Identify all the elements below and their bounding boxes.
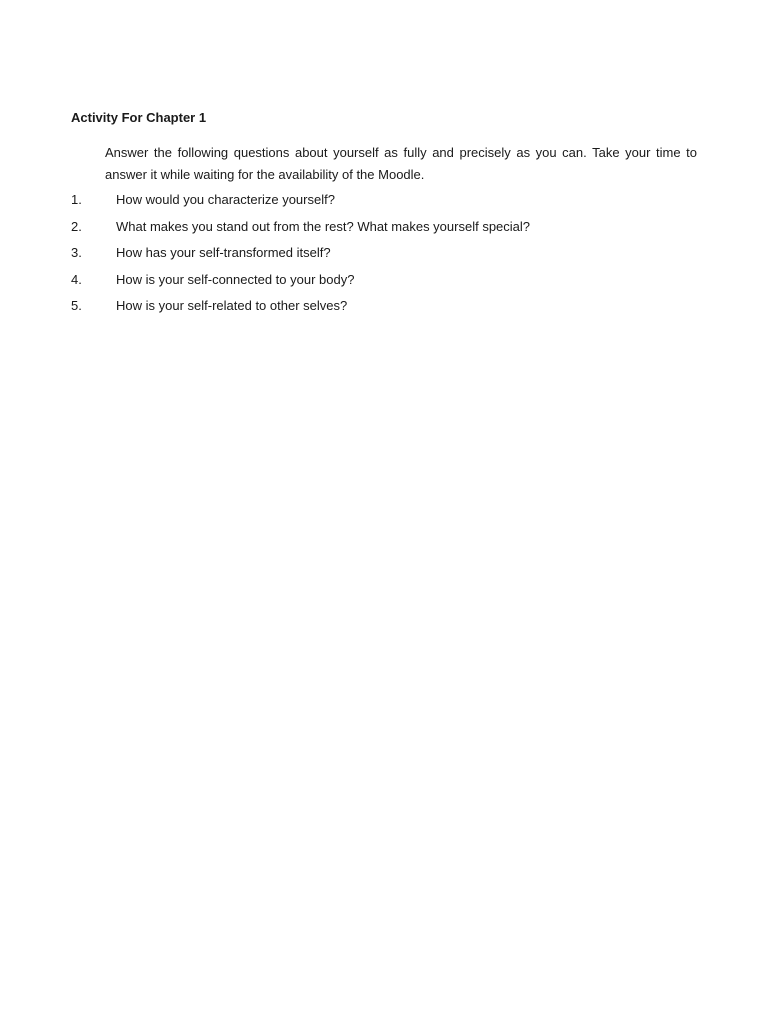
list-item	[71, 216, 711, 243]
question-list	[71, 189, 711, 322]
list-item	[71, 189, 711, 216]
list-item	[71, 242, 711, 269]
question-text: What makes you stand out from the rest? What makes yourself special?	[116, 218, 531, 234]
list-item	[71, 295, 711, 322]
question-number: 2.	[71, 218, 82, 234]
question-text: How has your self-transformed itself?	[116, 245, 331, 260]
question-number: 4.	[71, 271, 82, 287]
question-text: How would you characterize yourself?	[116, 192, 335, 207]
page-title: Activity For Chapter 1	[71, 110, 207, 125]
question-text: How is your self-related to other selves?	[116, 298, 348, 313]
question-text: How is your self-connected to your body?	[116, 271, 355, 287]
question-number: 5.	[71, 298, 82, 313]
list-item	[71, 269, 711, 296]
instructions-paragraph: Answer the following questions about yourself as fully and precisely as you can. Take your time to answer it while waiting for the availability of the Moodle.	[105, 145, 697, 182]
question-number: 1.	[71, 192, 82, 207]
question-number: 3.	[71, 245, 82, 260]
